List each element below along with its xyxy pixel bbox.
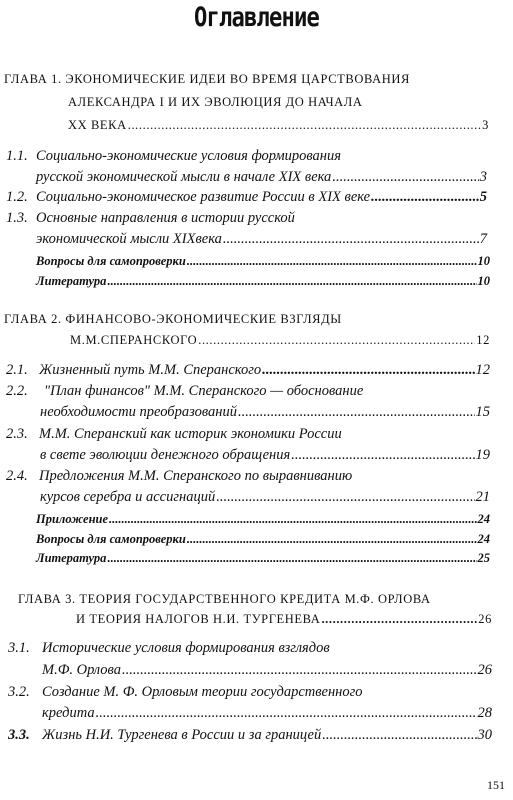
leader-dots bbox=[321, 612, 477, 627]
item-number: 3.1. bbox=[8, 640, 30, 656]
item-number: 2.1. bbox=[6, 362, 28, 378]
leader-dots bbox=[187, 532, 477, 547]
item-title-line2: М.Ф. Орлова bbox=[42, 662, 121, 678]
item-page: 15 bbox=[475, 404, 490, 420]
toc-item-3-2-line2 bbox=[42, 705, 492, 722]
leader-dots bbox=[187, 254, 477, 269]
toc-item-1-2 bbox=[6, 189, 487, 206]
page-number: 151 bbox=[487, 778, 505, 792]
item-page: 3 bbox=[479, 169, 487, 185]
item-number: 1.1. bbox=[6, 148, 28, 164]
leader-dots bbox=[107, 551, 476, 566]
toc-item-2-2-line2 bbox=[40, 404, 490, 421]
item-page: 12 bbox=[475, 362, 490, 378]
chapter-1-heading-line2 bbox=[68, 95, 363, 110]
leader-dots bbox=[122, 662, 477, 679]
leader-dots bbox=[128, 118, 481, 133]
toc-item-3-2 bbox=[8, 684, 363, 701]
chapter-1-title-line3: XX ВЕКА bbox=[68, 118, 127, 132]
toc-item-1-1 bbox=[6, 148, 341, 165]
toc-item-1-3 bbox=[6, 210, 295, 227]
item-page: 30 bbox=[477, 727, 492, 743]
item-number: 2.4. bbox=[6, 468, 28, 484]
item-number: 1.3. bbox=[6, 210, 28, 226]
item-number: 2.3. bbox=[6, 426, 28, 442]
leader-dots bbox=[371, 189, 479, 206]
leader-dots bbox=[96, 705, 477, 722]
chapter-2-title-line2: М.М.СПЕРАНСКОГО bbox=[70, 333, 198, 347]
toc-sub-literature-1 bbox=[36, 274, 490, 289]
item-page: 19 bbox=[475, 447, 490, 463]
chapter-1-title-line2: АЛЕКСАНДРА I И ИХ ЭВОЛЮЦИЯ ДО НАЧАЛА bbox=[68, 95, 363, 109]
toc-item-3-3 bbox=[8, 727, 492, 744]
sub-title: Литература bbox=[36, 551, 107, 565]
item-number: 1.2. bbox=[6, 189, 28, 205]
item-page: 28 bbox=[477, 705, 492, 721]
chapter-2-title-line1: ГЛАВА 2. ФИНАНСОВО-ЭКОНОМИЧЕСКИЕ ВЗГЛЯДЫ bbox=[4, 312, 342, 326]
leader-dots bbox=[107, 274, 476, 289]
item-title: Создание М. Ф. Орловым теории государственного bbox=[42, 684, 363, 700]
toc-item-2-2 bbox=[6, 383, 363, 400]
item-page: 7 bbox=[479, 231, 487, 247]
item-title: "План финансов" М.М. Сперанского — обоснование bbox=[44, 383, 364, 399]
sub-title: Литература bbox=[36, 274, 107, 288]
sub-page: 24 bbox=[477, 512, 490, 526]
item-title: Жизненный путь М.М. Сперанского bbox=[39, 362, 262, 378]
toc-item-1-3-line2 bbox=[36, 231, 487, 248]
toc-sub-literature-2 bbox=[36, 551, 490, 566]
chapter-1-heading bbox=[4, 72, 410, 87]
leader-dots bbox=[109, 512, 476, 527]
chapter-2-heading-line2 bbox=[70, 333, 490, 348]
toc-item-2-4-line2 bbox=[40, 489, 490, 506]
sub-page: 25 bbox=[477, 551, 490, 565]
chapter-3-heading-line2 bbox=[76, 612, 492, 627]
sub-title: Приложение bbox=[36, 512, 109, 526]
item-number: 2.2. bbox=[6, 383, 28, 399]
chapter-3-heading bbox=[18, 592, 431, 607]
item-title: Основные направления в истории русской bbox=[36, 210, 295, 226]
sub-page: 10 bbox=[477, 254, 490, 268]
leader-dots bbox=[262, 362, 474, 379]
item-number: 3.3. bbox=[8, 727, 30, 743]
chapter-1-title-line1: ГЛАВА 1. ЭКОНОМИЧЕСКИЕ ИДЕИ ВО ВРЕМЯ ЦАРСТВОВАНИЯ bbox=[4, 72, 410, 86]
item-title: Предложения М.М. Сперанского по выравниванию bbox=[39, 468, 353, 484]
sub-title: Вопросы для самопроверки bbox=[36, 532, 186, 546]
toc-sub-questions-1 bbox=[36, 254, 490, 269]
leader-dots bbox=[198, 333, 475, 348]
item-page: 21 bbox=[475, 489, 490, 505]
page-title: Оглавление bbox=[193, 2, 320, 33]
toc-item-2-1 bbox=[6, 362, 490, 379]
item-page: 5 bbox=[479, 189, 487, 205]
item-title: Социально-экономическое развитие России в XIX веке bbox=[36, 189, 371, 205]
toc-sub-questions-2 bbox=[36, 532, 490, 547]
leader-dots bbox=[216, 489, 474, 506]
toc-item-3-1-line2 bbox=[42, 662, 492, 679]
item-title-line2: курсов серебра и ассигнаций bbox=[40, 489, 216, 505]
toc-item-1-1-line2 bbox=[36, 169, 487, 186]
item-page: 26 bbox=[477, 662, 492, 678]
item-title: Исторические условия формирования взглядов bbox=[42, 640, 330, 656]
leader-dots bbox=[291, 447, 474, 464]
item-title: Социально-экономические условия формирования bbox=[36, 148, 341, 164]
item-title-line2: русской экономической мысли в начале XIX века bbox=[36, 169, 332, 185]
leader-dots bbox=[238, 404, 475, 421]
toc-sub-appendix-2 bbox=[36, 512, 490, 527]
sub-page: 24 bbox=[477, 532, 490, 546]
item-title-line2: кредита bbox=[42, 705, 95, 721]
toc-item-3-1 bbox=[8, 640, 330, 657]
chapter-2-heading bbox=[4, 312, 342, 327]
toc-item-2-4 bbox=[6, 468, 352, 485]
sub-page: 10 bbox=[477, 274, 490, 288]
toc-item-2-3-line2 bbox=[40, 447, 490, 464]
chapter-1-heading-line3 bbox=[68, 118, 489, 133]
leader-dots bbox=[322, 727, 476, 744]
item-title-line2: необходимости преобразований bbox=[40, 404, 237, 420]
leader-dots bbox=[332, 169, 478, 186]
leader-dots bbox=[223, 231, 479, 248]
chapter-3-title-line1: ГЛАВА 3. ТЕОРИЯ ГОСУДАРСТВЕННОГО КРЕДИТА М.Ф. ОРЛОВА bbox=[18, 592, 431, 606]
sub-title: Вопросы для самопроверки bbox=[36, 254, 186, 268]
chapter-1-page: 3 bbox=[482, 118, 489, 132]
item-title: Жизнь Н.И. Тургенева в России и за границей bbox=[42, 727, 322, 743]
chapter-2-page: 12 bbox=[476, 333, 490, 347]
item-title: М.М. Сперанский как историк экономики России bbox=[39, 426, 342, 442]
item-number: 3.2. bbox=[8, 684, 30, 700]
chapter-3-page: 26 bbox=[478, 612, 492, 626]
item-title-line2: в свете эволюции денежного обращения bbox=[40, 447, 291, 463]
toc-item-2-3 bbox=[6, 426, 342, 443]
chapter-3-title-line2: И ТЕОРИЯ НАЛОГОВ Н.И. ТУРГЕНЕВА bbox=[76, 612, 321, 626]
item-title-line2: экономической мысли XIXвека bbox=[36, 231, 222, 247]
